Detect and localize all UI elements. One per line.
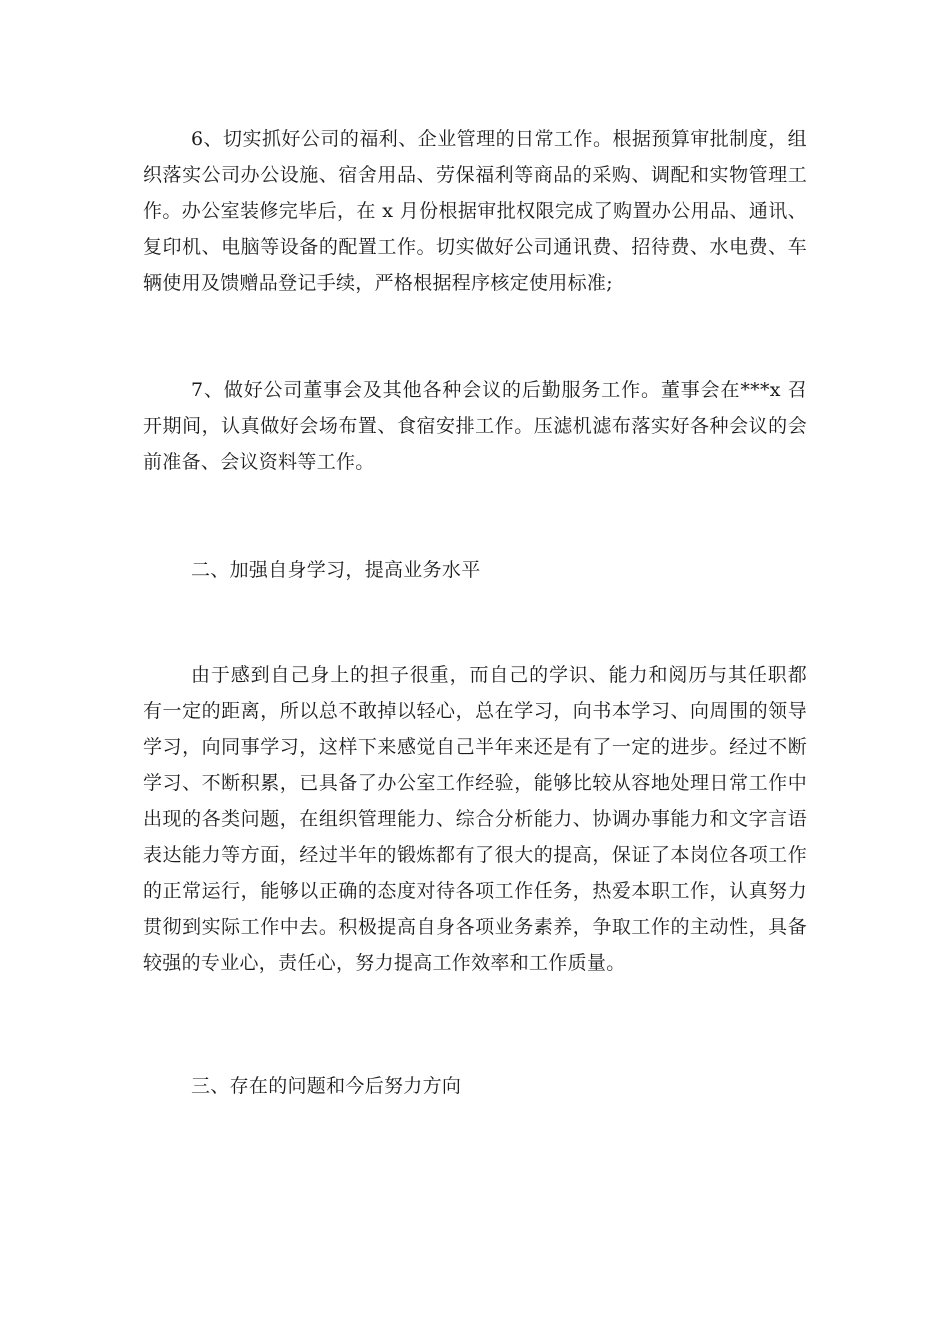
section-heading-3: 三、存在的问题和今后努力方向 xyxy=(191,1075,462,1097)
paragraph-item-7: 7、做好公司董事会及其他各种会议的后勤服务工作。董事会在***x 召开期间，认真做好会场布置、食宿安排工作。压滤机滤布落实好各种会议的会前准备、会议资料等工作。 xyxy=(143,379,807,473)
paragraph-study: 由于感到自己身上的担子很重，而自己的学识、能力和阅历与其任职都有一定的距离，所以总不敢掉以轻心，总在学习，向书本学习、向周围的领导学习，向同事学习，这样下来感觉自己半年来还是有了一定的进步。经过不断学习、不断积累，已具备了办公室工作经验，能够比较从容地处理日常工作中出现的各类问题，在组织管理能力、综合分析能力、协调办事能力和文字言语表达能力等方面，经过半年的锻炼都有了很大的提高，保证了本岗位各项工作的正常运行，能够以正确的态度对待各项工作任务，热爱本职工作，认真努力贯彻到实际工作中去。积极提高自身各项业务素养，争取工作的主动性，具备较强的专业心，责任心，努力提高工作效率和工作质量。 xyxy=(143,664,807,974)
section-heading-2: 二、加强自身学习，提高业务水平 xyxy=(191,559,481,581)
paragraph-item-6: 6、切实抓好公司的福利、企业管理的日常工作。根据预算审批制度，组织落实公司办公设施、宿舍用品、劳保福利等商品的采购、调配和实物管理工作。办公室装修完毕后，在 x 月份根据审批权限完成了购置办公用品、通讯、复印机、电脑等设备的配置工作。切实做好公司通讯费、招待费、水电费、车辆使用及馈赠品登记手续，严格根据程序核定使用标准; xyxy=(143,128,807,294)
